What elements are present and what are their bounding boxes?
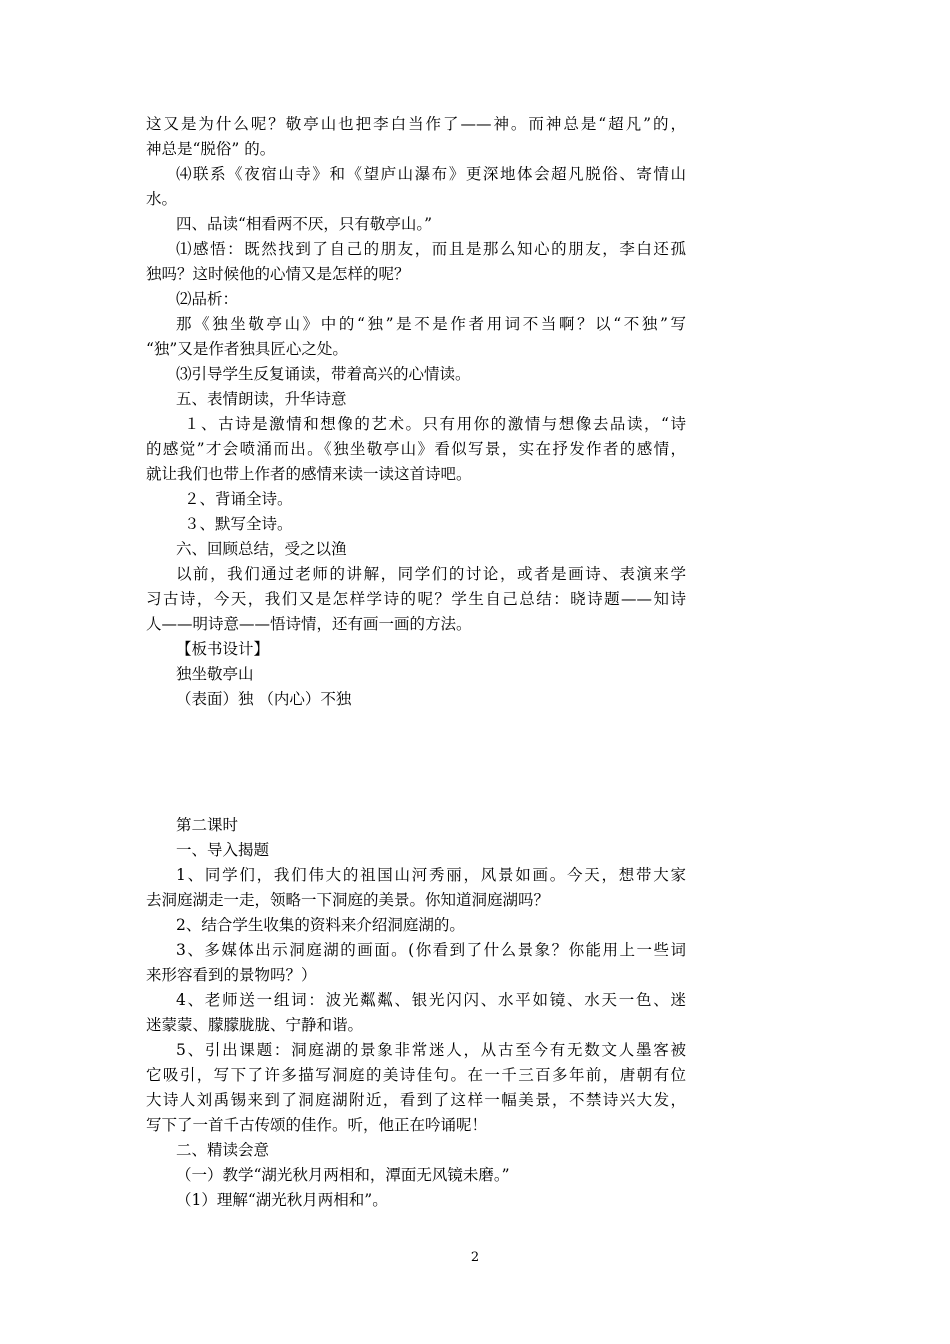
text-line: 就让我们也带上作者的感情来读一读这首诗吧。 (146, 465, 472, 483)
text-line: 大诗人刘禹锡来到了洞庭湖附近，看到了这样一幅美景，不禁诗兴大发， (146, 1091, 686, 1109)
text-line: 4、老师送一组词：波光粼粼、银光闪闪、水平如镜、水天一色、迷 (176, 991, 686, 1009)
section-heading: 四、品读“相看两不厌，只有敬亭山。” (176, 215, 433, 233)
text-line: 写下了一首千古传颂的佳作。听，他正在吟诵呢！ (146, 1116, 488, 1134)
board-design-heading: 【板书设计】 (176, 640, 270, 658)
text-line: ⑶引导学生反复诵读，带着高兴的心情读。 (176, 365, 471, 383)
text-line: ２、背诵全诗。 (184, 490, 293, 508)
text-line: 那《独坐敬亭山》中的“独”是不是作者用词不当啊？以“不独”写 (176, 315, 686, 333)
text-line: 去洞庭湖走一走，领略一下洞庭的美景。你知道洞庭湖吗？ (146, 891, 550, 909)
section-heading: 五、表情朗读，升华诗意 (176, 390, 347, 408)
text-line: ⑵品析： (176, 290, 239, 308)
text-line: 3、多媒体出示洞庭湖的画面。(你看到了什么景象？你能用上一些词 (176, 941, 686, 959)
text-line: ３、默写全诗。 (184, 515, 293, 533)
section-gap (146, 712, 686, 813)
text-line: 以前，我们通过老师的讲解，同学们的讨论，或者是画诗、表演来学 (176, 565, 686, 583)
text-line: 神总是“脱俗” 的。 (146, 140, 276, 158)
text-line: 独吗？这时候他的心情又是怎样的呢？ (146, 265, 410, 283)
text-line: “独”又是作者独具匠心之处。 (146, 340, 348, 358)
text-line: 人——明诗意——悟诗情，还有画一画的方法。 (146, 615, 472, 633)
section-heading: 一、导入揭题 (176, 841, 270, 859)
document-page (146, 112, 686, 1213)
section-heading: 二、精读会意 (176, 1141, 270, 1159)
text-line: ⑴感悟：既然找到了自己的朋友，而且是那么知心的朋友，李白还孤 (176, 240, 686, 258)
text-line: 这又是为什么呢？敬亭山也把李白当作了——神。而神总是“超凡”的， (146, 115, 686, 133)
text-line: １、古诗是激情和想像的艺术。只有用你的激情与想像去品读，“诗 (184, 415, 686, 433)
text-line: 它吸引，写下了许多描写洞庭的美诗佳句。在一千三百多年前，唐朝有位 (146, 1066, 686, 1084)
text-line: 的感觉”才会喷涌而出。《独坐敬亭山》看似写景，实在抒发作者的感情， (146, 440, 686, 458)
text-line: 迷蒙蒙、朦朦胧胧、宁静和谐。 (146, 1016, 364, 1034)
page-number: 2 (470, 1250, 480, 1265)
board-design-title: 独坐敬亭山 (176, 665, 254, 683)
text-line: 5、引出课题：洞庭湖的景象非常迷人，从古至今有无数文人墨客被 (176, 1041, 686, 1059)
text-line: 来形容看到的景物吗？） (146, 966, 317, 984)
text-line: 习古诗，今天，我们又是怎样学诗的呢？学生自己总结：晓诗题——知诗 (146, 590, 686, 608)
text-line: 水。 (146, 190, 178, 208)
section-heading: 六、回顾总结，受之以渔 (176, 540, 347, 558)
text-line: 2、结合学生收集的资料来介绍洞庭湖的。 (176, 916, 465, 934)
board-design-content: （表面）独 （内心）不独 (176, 690, 352, 708)
lesson-title: 第二课时 (176, 816, 239, 834)
text-line: 1、同学们，我们伟大的祖国山河秀丽，风景如画。今天，想带大家 (176, 866, 686, 884)
text-line: （一）教学“湖光秋月两相和，潭面无风镜未磨。” (176, 1166, 510, 1184)
text-line: （1）理解“湖光秋月两相和”。 (176, 1191, 388, 1209)
text-line: ⑷联系《夜宿山寺》和《望庐山瀑布》更深地体会超凡脱俗、寄情山 (176, 165, 686, 183)
